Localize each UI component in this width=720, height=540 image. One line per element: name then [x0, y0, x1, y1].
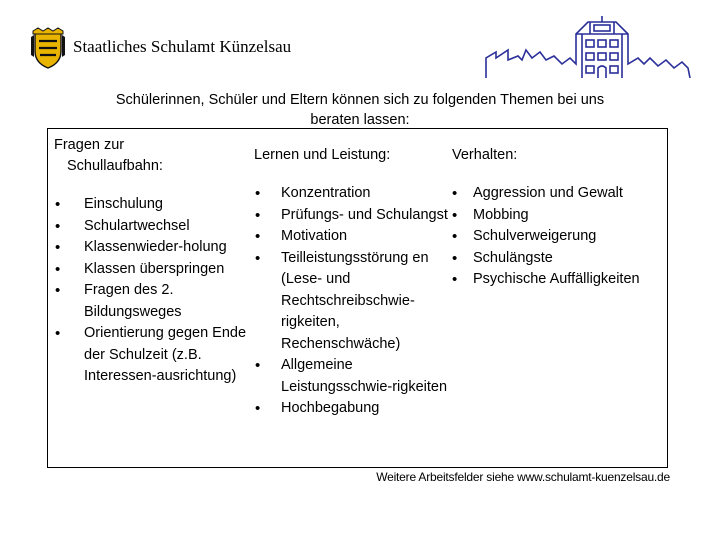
- column-heading-learning-performance: Lernen und Leistung:: [254, 147, 391, 163]
- behavior-list: [448, 183, 663, 291]
- list-item: • Hochbegabung: [253, 398, 448, 420]
- column-heading-behavior: Verhalten:: [452, 147, 518, 163]
- list-item: • Schulartwechsel: [54, 216, 254, 238]
- list-item: • Klassen überspringen: [54, 259, 254, 281]
- list-item: • Konzentration: [253, 183, 448, 205]
- list-item: • Teilleistungsstörung en (Lese- und Rechtschreibschwie-rigkeiten, Rechenschwäche): [253, 248, 448, 356]
- learning-performance-list: [253, 183, 448, 420]
- topics-table: [47, 128, 668, 468]
- footer-more-info: Weitere Arbeitsfelder siehe www.schulamt-kuenzelsau.de: [376, 470, 670, 484]
- intro-text: [40, 90, 680, 130]
- school-career-list: [54, 194, 254, 388]
- list-item: • Motivation: [253, 226, 448, 248]
- page-header: [0, 0, 720, 90]
- list-item: • Aggression und Gewalt: [448, 183, 663, 205]
- heading-line-2: Schullaufbahn:: [67, 158, 163, 174]
- column-heading-school-career: [54, 135, 254, 177]
- org-title: Staatliches Schulamt Künzelsau: [73, 37, 292, 56]
- list-item: • Mobbing: [448, 205, 663, 227]
- list-item: • Prüfungs- und Schulangst: [253, 205, 448, 227]
- coat-of-arms-icon: [30, 27, 66, 69]
- list-item: • Psychische Auffälligkeiten: [448, 269, 663, 291]
- intro-line-2: beraten lassen:: [310, 112, 410, 128]
- list-item: • Einschulung: [54, 194, 254, 216]
- intro-line-1: Schülerinnen, Schüler und Eltern können sich zu folgenden Themen bei uns: [115, 92, 605, 108]
- list-item: • Fragen des 2. Bildungsweges: [54, 280, 254, 323]
- town-skyline-icon: [470, 12, 695, 84]
- list-item: • Schulverweigerung: [448, 226, 663, 248]
- list-item: • Allgemeine Leistungsschwie-rigkeiten: [253, 355, 448, 398]
- list-item: • Orientierung gegen Ende der Schulzeit (z.B. Interessen-ausrichtung): [54, 323, 254, 388]
- list-item: • Klassenwieder-holung: [54, 237, 254, 259]
- list-item: • Schulängste: [448, 248, 663, 270]
- heading-line-1: Fragen zur: [54, 137, 125, 153]
